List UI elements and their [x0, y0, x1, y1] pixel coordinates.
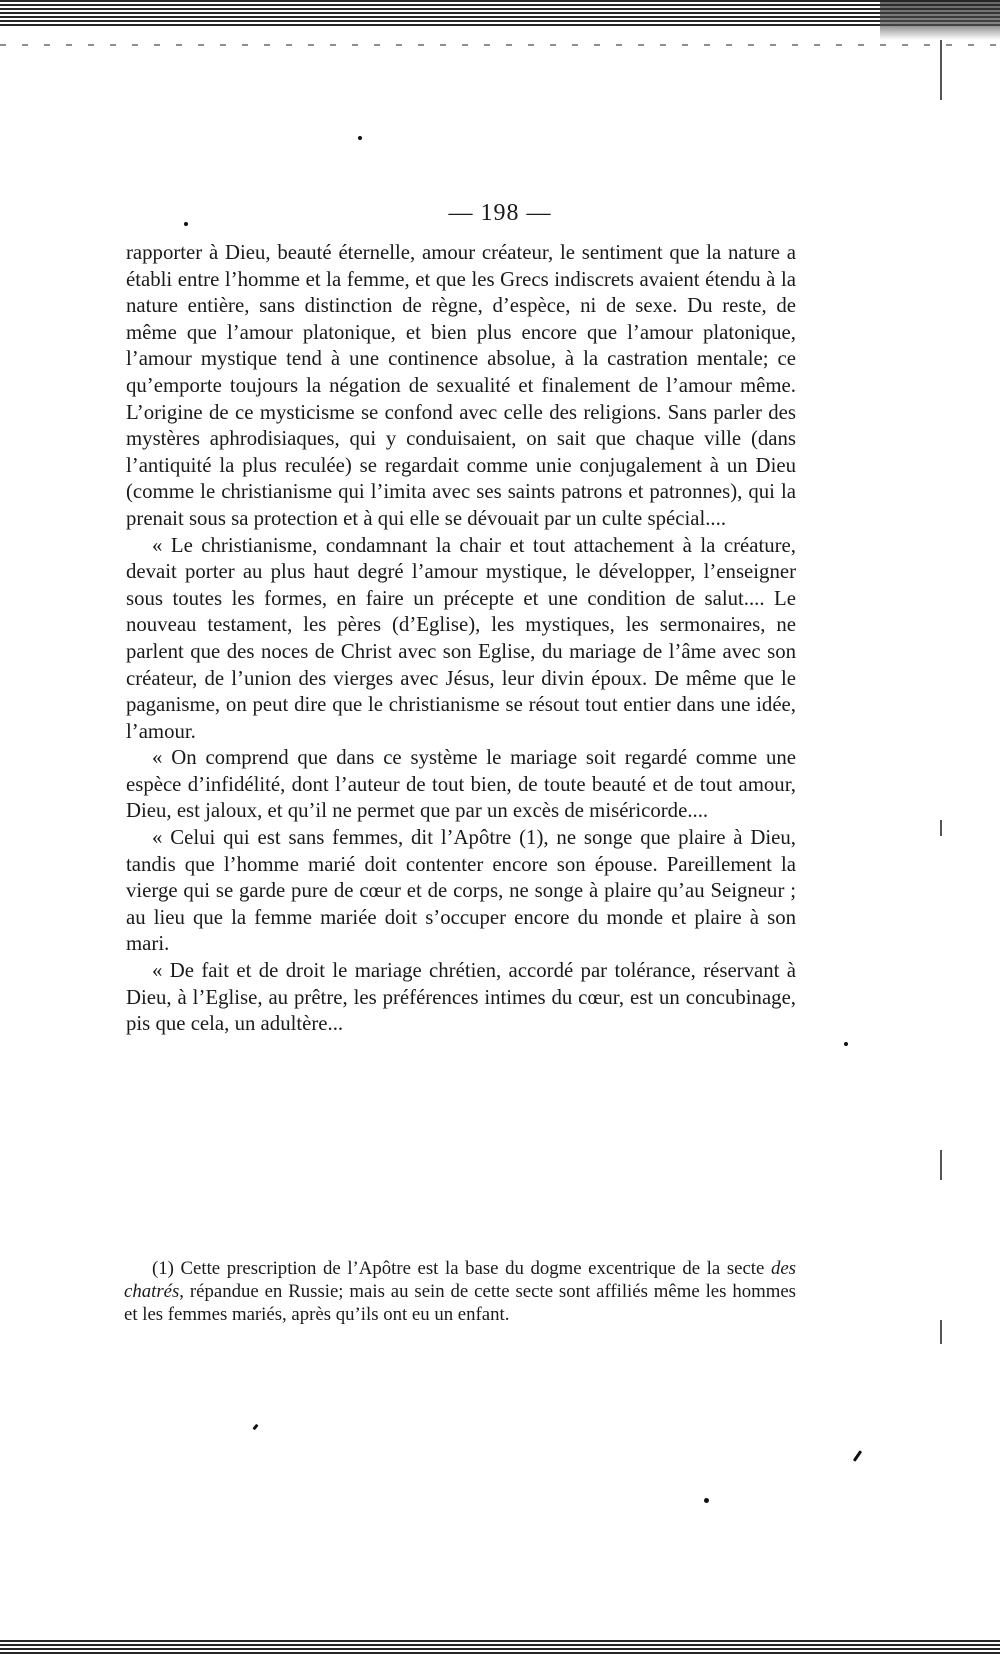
scan-top-edge: [0, 0, 1000, 28]
margin-mark: [940, 40, 942, 100]
paragraph-1: rapporter à Dieu, beauté éternelle, amour créateur, le sentiment que la nature a établi entre l’homme et la femme, et que les Grecs indiscrets avaient étendu à la nature entière, sans distinction de règne, d’espèce, ni de sexe. Du reste, de même que l’amour platonique, et bien plus encore que l’amour platonique, l’amour mystique tend à une continence absolue, à la castration mentale; ce qu’emporte toujours la négation de sexualité et finalement de l’amour même. L’origine de ce mysticisme se confond avec celle des religions. Sans parler des mystères aphrodisiaques, qui y conduisaient, on sait que chaque ville (dans l’antiquité la plus reculée) se regardait comme unie conjugalement à un Dieu (comme le christianisme qui l’imita avec ses saints patrons et patronnes), qui la prenait sous sa protection et à qui elle se dévouait par un culte spécial....: [126, 241, 796, 530]
body-text: [126, 240, 796, 1038]
paragraph-5: « De fait et de droit le mariage chrétien, accordé par tolérance, réservant à Dieu, à l’Eglise, au prêtre, les préférences intimes du cœur, est un concubinage, pis que cela, un adultère...: [126, 959, 796, 1036]
page-number: — 198 —: [448, 200, 552, 226]
margin-mark: [940, 1320, 942, 1344]
scan-speck: [358, 136, 362, 140]
scan-speck: [853, 1450, 862, 1462]
scan-speck: [252, 1424, 258, 1431]
paragraph-2: « Le christianisme, condamnant la chair et tout attachement à la créature, devait porter au plus haut degré l’amour mystique, le développer, l’enseigner sous toutes les formes, en faire un précepte et une condition de salut.... Le nouveau testament, les pères (d’Eglise), les mystiques, les sermonaires, ne parlent que des noces de Christ avec son Eglise, du mariage de l’âme avec son créateur, de l’union des vierges avec Jésus, leur divin époux. De même que le paganisme, on peut dire que le christianisme se résout tout entier dans une idée, l’amour.: [126, 533, 796, 743]
footnote-italic-term: des chatrés: [124, 1258, 796, 1302]
paragraph-3: « On comprend que dans ce système le mariage soit regardé comme une espèce d’infidélité, dont l’auteur de tout bien, de toute beauté et de tout amour, Dieu, est jaloux, et qu’il ne permet que par un excès de miséricorde....: [126, 746, 796, 823]
footnote: [124, 1258, 796, 1326]
footnote-text-end: , répandue en Russie; mais au sein de cette secte sont affiliés même les hommes et les femmes mariés, après qu’ils ont eu un enfant.: [124, 1280, 796, 1325]
scan-dash-row: [0, 44, 1000, 46]
paragraph-4: « Celui qui est sans femmes, dit l’Apôtre (1), ne songe que plaire à Dieu, tandis que l’homme marié doit contenter encore son épouse. Pareillement la vierge qui se garde pure de cœur et de corps, ne songe à plaire qu’au Seigneur ; au lieu que la femme mariée doit s’occuper encore du monde et plaire à son mari.: [126, 826, 796, 956]
margin-mark: [940, 820, 942, 836]
margin-mark: [940, 1150, 942, 1180]
scan-speck: [704, 1498, 709, 1503]
footnote-text-start: (1) Cette prescription de l’Apôtre est la base du dogme excentrique de la secte: [152, 1258, 771, 1279]
scan-speck: [844, 1042, 848, 1046]
scan-bottom-edge: [0, 1640, 1000, 1654]
